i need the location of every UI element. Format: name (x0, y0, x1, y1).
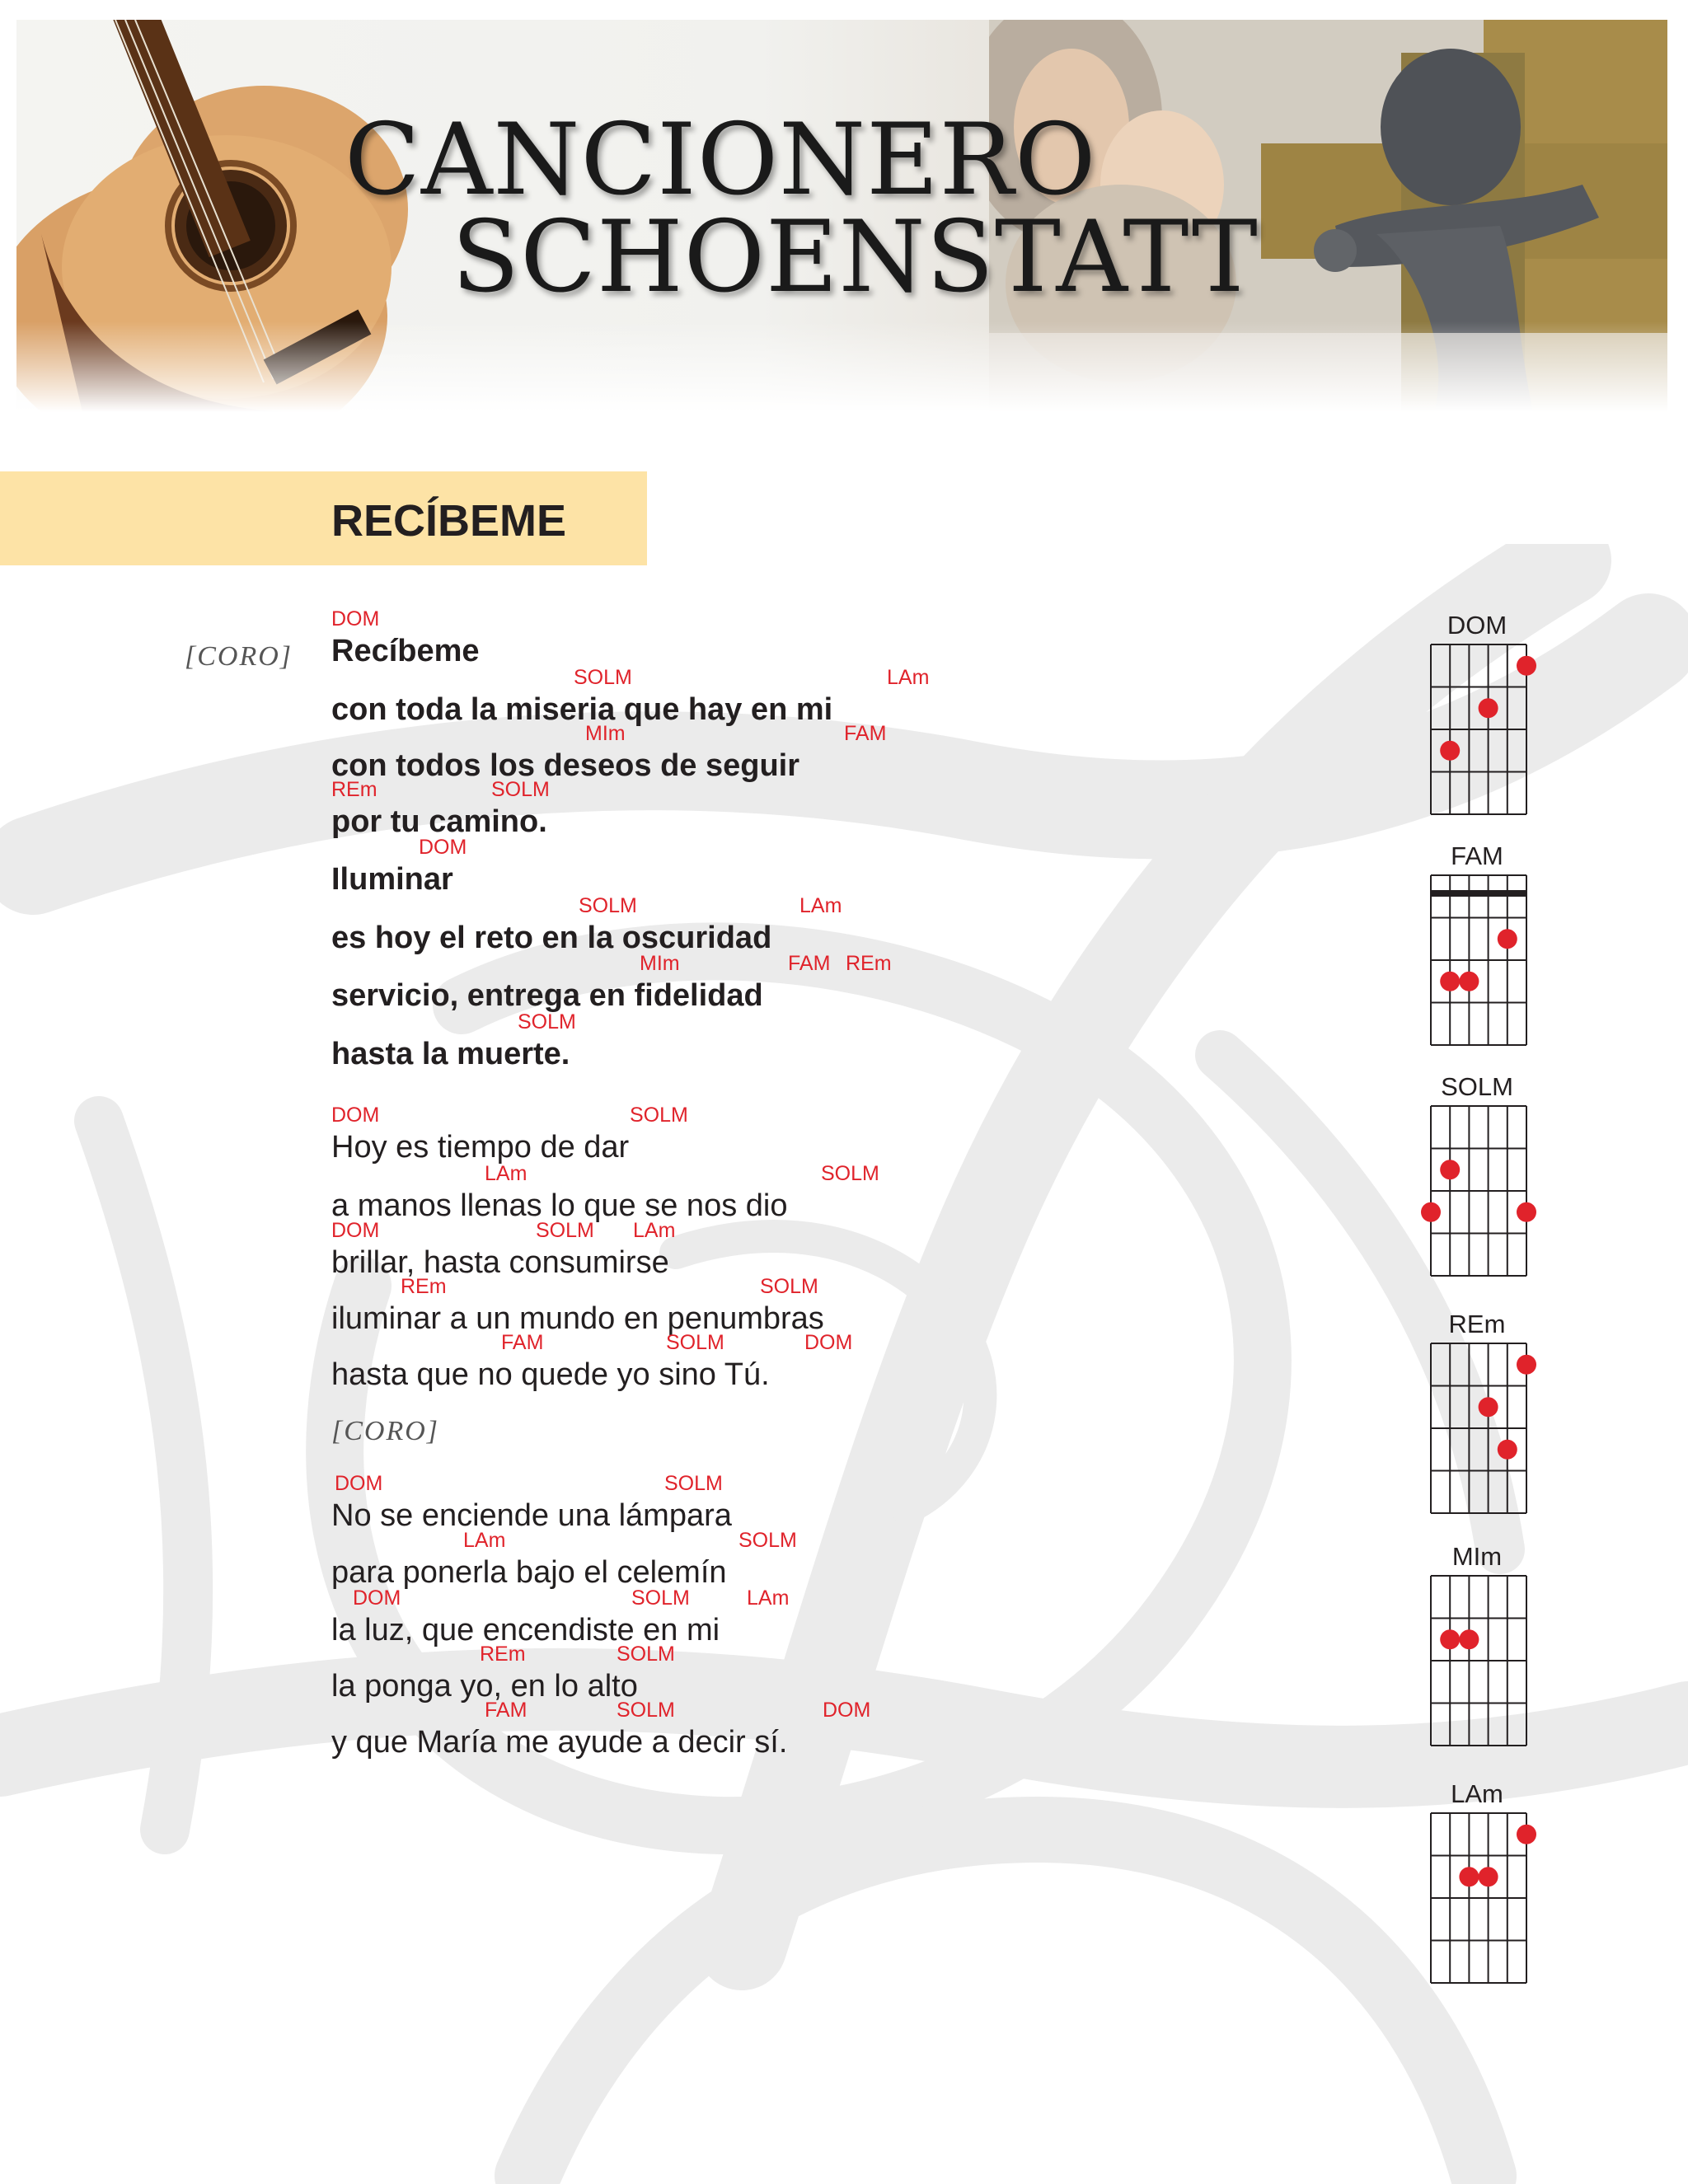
finger-dot (1440, 741, 1460, 761)
lyric-line: la ponga yo, en lo alto (331, 1669, 638, 1704)
chord-diagram-name: REm (1448, 1310, 1506, 1338)
chord-label: SOLM (574, 666, 632, 689)
chord-label: LAm (887, 666, 930, 689)
lyric-line: servicio, entrega en fidelidad (331, 978, 763, 1013)
finger-dot (1498, 1440, 1517, 1460)
lyric-line: No se enciende una lámpara (331, 1498, 732, 1533)
chord-label: SOLM (631, 1586, 690, 1610)
chord-grid (1411, 1780, 1543, 1986)
lyric-line: a manos llenas lo que se nos dio (331, 1188, 788, 1223)
chord-grid (1411, 612, 1543, 818)
lyric-line: hasta que no quede yo sino Tú. (331, 1357, 770, 1392)
lyric-line: hasta la muerte. (331, 1037, 570, 1071)
lyric-line: Recíbeme (331, 634, 480, 668)
chord-label: DOM (335, 1472, 383, 1495)
chord-label: SOLM (536, 1219, 594, 1242)
chord-label: LAm (799, 894, 842, 917)
finger-dot (1479, 1867, 1498, 1886)
chord-label: SOLM (666, 1331, 724, 1354)
chord-label: REm (331, 778, 377, 801)
finger-dot (1421, 1202, 1441, 1222)
lyric-line: la luz, que encendiste en mi (331, 1613, 720, 1647)
chord-diagram-name: SOLM (1441, 1072, 1513, 1101)
finger-dot (1440, 1629, 1460, 1649)
chord-diagram-fam (1411, 842, 1543, 1048)
coro-tag: [CORO] (185, 641, 293, 672)
chord-diagram-solm (1411, 1073, 1543, 1279)
finger-dot (1459, 972, 1479, 991)
song-title: RECÍBEME (331, 496, 567, 546)
chord-label: DOM (419, 836, 467, 859)
lyric-line: brillar, hasta consumirse (331, 1245, 669, 1280)
chord-label: DOM (331, 1219, 380, 1242)
chord-diagram-mim (1411, 1543, 1543, 1749)
chord-label: SOLM (518, 1010, 576, 1033)
chord-diagram-name: LAm (1451, 1779, 1503, 1808)
chord-label: DOM (331, 607, 380, 630)
chord-diagram-rem (1411, 1310, 1543, 1516)
chord-label: MIm (640, 952, 680, 975)
coro-repeat-tag: [CORO] (331, 1416, 440, 1446)
chord-grid (1411, 1310, 1543, 1516)
chord-label: FAM (501, 1331, 544, 1354)
chord-label: LAm (747, 1586, 790, 1610)
finger-dot (1517, 1202, 1536, 1222)
lyric-line: Hoy es tiempo de dar (331, 1130, 630, 1165)
chord-label: FAM (788, 952, 831, 975)
lyric-line: con toda la miseria que hay en mi (331, 692, 833, 727)
finger-dot (1440, 1160, 1460, 1179)
chord-label: DOM (331, 1104, 380, 1127)
lyric-line: por tu camino. (331, 804, 547, 839)
banner-title-line2: SCHOENSTATT (452, 200, 1259, 315)
chord-grid (1411, 1543, 1543, 1749)
chord-label: DOM (353, 1586, 401, 1610)
finger-dot (1479, 698, 1498, 718)
chord-label: SOLM (617, 1699, 675, 1722)
chord-label: DOM (823, 1699, 871, 1722)
lyric-line: iluminar a un mundo en penumbras (331, 1301, 824, 1336)
chord-diagram-name: MIm (1451, 1542, 1503, 1571)
chord-label: LAm (463, 1529, 506, 1552)
lyric-line: con todos los deseos de seguir (331, 748, 800, 783)
chord-grid (1411, 1073, 1543, 1279)
chord-label: SOLM (821, 1162, 879, 1185)
chord-label: LAm (633, 1219, 676, 1242)
finger-dot (1459, 1629, 1479, 1649)
finger-dot (1498, 929, 1517, 949)
chord-label: SOLM (664, 1472, 723, 1495)
finger-dot (1517, 1355, 1536, 1375)
finger-dot (1517, 656, 1536, 676)
chord-diagram-name: FAM (1451, 841, 1503, 870)
lyric-line: para ponerla bajo el celemín (331, 1555, 727, 1590)
chord-label: MIm (585, 722, 626, 745)
chord-label: SOLM (738, 1529, 797, 1552)
chord-diagram-lam (1411, 1780, 1543, 1986)
lyric-line: es hoy el reto en la oscuridad (331, 921, 772, 955)
chord-label: SOLM (579, 894, 637, 917)
chord-label: REm (480, 1643, 526, 1666)
chord-label: FAM (485, 1699, 528, 1722)
finger-dot (1440, 972, 1460, 991)
banner-title-line1: CANCIONERO (345, 103, 1097, 218)
lyric-line: Iluminar (331, 862, 453, 897)
finger-dot (1479, 1397, 1498, 1417)
chord-label: LAm (485, 1162, 528, 1185)
barre-bar (1431, 890, 1526, 897)
chord-label: DOM (804, 1331, 853, 1354)
chord-label: FAM (844, 722, 887, 745)
lyric-line: y que María me ayude a decir sí. (331, 1725, 788, 1760)
chord-label: SOLM (630, 1104, 688, 1127)
chord-label: REm (846, 952, 892, 975)
finger-dot (1517, 1825, 1536, 1844)
chord-diagram-dom (1411, 612, 1543, 818)
chord-label: SOLM (617, 1643, 675, 1666)
chord-label: SOLM (491, 778, 550, 801)
finger-dot (1459, 1867, 1479, 1886)
chord-label: REm (401, 1275, 447, 1298)
chord-diagram-name: DOM (1447, 611, 1507, 640)
chord-label: SOLM (760, 1275, 818, 1298)
chord-grid (1411, 842, 1543, 1048)
